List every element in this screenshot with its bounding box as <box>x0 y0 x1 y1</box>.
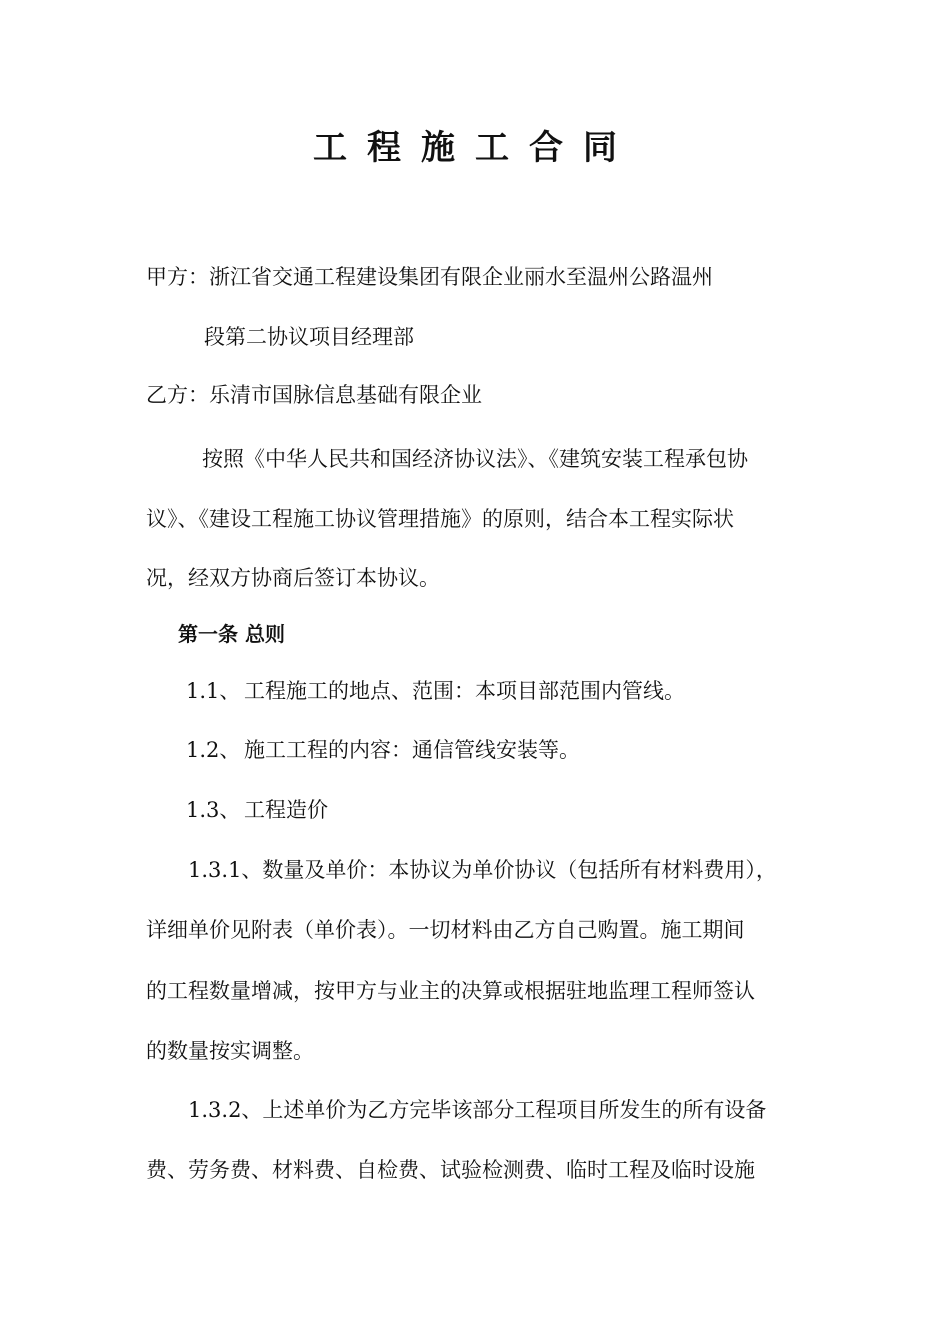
clause-1-1 <box>186 676 685 706</box>
clause-1-3 <box>186 795 328 825</box>
party-a-line-1: 甲方：浙江省交通工程建设集团有限企业丽水至温州公路温州 <box>146 265 713 289</box>
clause-1-3-1-line-2: 详细单价见附表（单价表）。一切材料由乙方自己购置。施工期间 <box>146 918 745 942</box>
contract-title: 工程施工合同 <box>313 128 637 168</box>
clause-number: 1.3、 <box>186 798 241 822</box>
party-b-line: 乙方：乐清市国脉信息基础有限企业 <box>146 383 482 407</box>
clause-1-3-2-line-1: 1.3.2、上述单价为乙方完毕该部分工程项目所发生的所有设备 <box>188 1098 767 1122</box>
intro-line-3: 况，经双方协商后签订本协议。 <box>146 566 440 590</box>
article-1-heading: 第一条 总则 <box>178 622 285 646</box>
clause-text: 施工工程的内容：通信管线安装等。 <box>244 738 580 762</box>
intro-line-2: 议》、《建设工程施工协议管理措施》的原则，结合本工程实际状 <box>146 507 734 531</box>
intro-line-1: 按照《中华人民共和国经济协议法》、《建筑安装工程承包协 <box>202 447 748 471</box>
clause-1-3-1-line-3: 的工程数量增减，按甲方与业主的决算或根据驻地监理工程师签认 <box>146 979 755 1003</box>
clause-number: 1.1、 <box>186 679 241 703</box>
clause-1-3-1-line-1: 1.3.1、数量及单价：本协议为单价协议（包括所有材料费用）， <box>188 858 777 882</box>
party-a-line-2: 段第二协议项目经理部 <box>204 325 414 349</box>
clause-number: 1.2、 <box>186 738 241 762</box>
clause-1-3-2-line-2: 费、劳务费、材料费、自检费、试验检测费、临时工程及临时设施 <box>146 1158 755 1182</box>
clause-text: 工程造价 <box>244 798 328 822</box>
clause-1-2 <box>186 735 580 765</box>
clause-1-3-1-line-4: 的数量按实调整。 <box>146 1039 314 1063</box>
clause-text: 工程施工的地点、范围：本项目部范围内管线。 <box>244 679 685 703</box>
